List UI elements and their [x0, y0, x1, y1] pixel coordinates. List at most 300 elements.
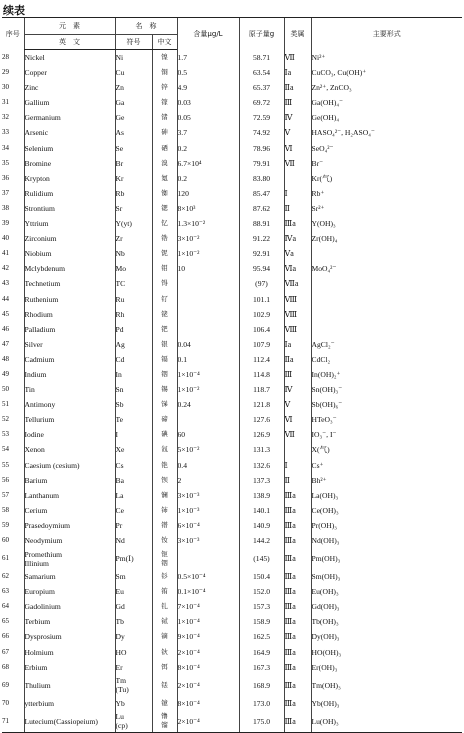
cell-english [24, 110, 115, 125]
cell-symbol [115, 216, 152, 231]
cell-atomic-mass-text: 72.59 [252, 113, 271, 123]
cell-class-text: Ⅲ [284, 369, 293, 379]
cell-atomic-mass [239, 367, 284, 382]
cell-atomic-mass-text: 168.9 [252, 680, 271, 690]
cell-num [2, 533, 24, 548]
cell-main-form [311, 584, 462, 599]
cell-class [284, 292, 311, 307]
cell-english-text: Lutecium(Cassiopeium) [24, 716, 98, 726]
cell-num-text: 29 [2, 68, 9, 77]
cell-class [284, 125, 311, 140]
cell-english [24, 584, 115, 599]
cell-class [284, 337, 311, 352]
cell-english-text-2: Illinium [24, 558, 49, 568]
table-row [2, 397, 462, 412]
cell-class [284, 584, 311, 599]
cell-atomic-mass-text: 91.22 [252, 234, 271, 244]
cell-content [177, 367, 239, 382]
cell-class-text: Ⅲa [284, 662, 296, 672]
cell-chinese [152, 614, 177, 629]
cell-content [177, 412, 239, 427]
cell-num [2, 110, 24, 125]
cell-class [284, 548, 311, 569]
cell-atomic-mass [239, 261, 284, 276]
cell-main-form [311, 569, 462, 584]
cell-chinese [152, 488, 177, 503]
cell-content [177, 569, 239, 584]
header-main-form: 主要形式 [311, 18, 462, 50]
cell-chinese [152, 171, 177, 186]
cell-atomic-mass-text: 150.4 [252, 572, 271, 582]
cell-symbol-text-2: (Tu) [115, 685, 129, 695]
cell-class [284, 246, 311, 261]
cell-symbol-text: Pm(Ⅰ) [115, 554, 134, 564]
cell-symbol [115, 337, 152, 352]
cell-content-text: 2×10⁻⁴ [177, 647, 200, 657]
cell-symbol [115, 231, 152, 246]
cell-class-text: Ⅲa [284, 536, 296, 545]
cell-chinese-text: 铥 [161, 680, 168, 689]
cell-main-form-text: Br⁻ [311, 158, 324, 168]
cell-content [177, 337, 239, 352]
cell-class [284, 503, 311, 518]
cell-english-text: Europium [24, 587, 55, 597]
cell-chinese [152, 110, 177, 125]
cell-symbol-text: I [115, 430, 119, 440]
cell-chinese-text: 镱 [161, 698, 168, 707]
cell-english [24, 231, 115, 246]
cell-chinese-text: 镓 [161, 98, 168, 107]
cell-num [2, 503, 24, 518]
cell-main-form-text: Zn²⁺, ZnCO₃ [311, 83, 352, 93]
cell-num-text: 40 [2, 234, 9, 243]
cell-content [177, 186, 239, 201]
cell-atomic-mass [239, 246, 284, 261]
cell-num-text: 63 [2, 587, 9, 596]
cell-num-text: 34 [2, 143, 9, 152]
cell-content [177, 276, 239, 291]
cell-num [2, 80, 24, 95]
cell-symbol-text: Ag [115, 339, 125, 349]
cell-main-form [311, 171, 462, 186]
table-row [2, 660, 462, 675]
cell-num-text: 36 [2, 173, 9, 182]
cell-chinese-text: 铜 [161, 68, 168, 77]
cell-english-text: Krypton [24, 173, 50, 183]
cell-atomic-mass-text: 157.3 [252, 602, 271, 612]
header-num: 序号 [2, 18, 24, 50]
cell-chinese-text: 硒 [161, 143, 168, 152]
cell-main-form [311, 458, 462, 473]
cell-content-text: 2×10⁻⁴ [177, 716, 200, 726]
cell-atomic-mass [239, 503, 284, 518]
cell-chinese-text: 钼 [161, 264, 168, 273]
cell-chinese-text: 银 [161, 339, 168, 348]
cell-main-form [311, 352, 462, 367]
cell-class-text: Ⅰa [284, 339, 292, 349]
cell-atomic-mass [239, 518, 284, 533]
table-row [2, 488, 462, 503]
cell-class [284, 614, 311, 629]
cell-class-text: Ⅱa [284, 354, 294, 364]
cell-content-text: 5×10⁻² [177, 445, 200, 455]
cell-atomic-mass-text: 140.9 [252, 520, 271, 530]
cell-class-text: Ⅱ [284, 203, 290, 213]
header-element-group: 元 素 [24, 18, 115, 35]
header-symbol: 符号 [115, 35, 152, 50]
cell-atomic-mass-text: 131.3 [252, 445, 271, 455]
cell-symbol-text: Cu [115, 68, 125, 78]
cell-class [284, 80, 311, 95]
cell-symbol [115, 307, 152, 322]
table-row [2, 569, 462, 584]
cell-english [24, 352, 115, 367]
cell-symbol [115, 65, 152, 80]
cell-symbol-text: Tm [115, 676, 127, 686]
table-row [2, 458, 462, 473]
cell-num [2, 50, 24, 66]
cell-english-text: Dysprosium [24, 632, 62, 642]
cell-class [284, 412, 311, 427]
cell-chinese-text: 钇 [161, 219, 168, 228]
cell-english [24, 599, 115, 614]
cell-english-text: Gallium [24, 98, 50, 108]
cell-chinese-text: 铟 [161, 369, 168, 378]
table-row [2, 307, 462, 322]
cell-num-text: 37 [2, 188, 9, 197]
cell-atomic-mass-text: 162.5 [252, 632, 271, 642]
cell-content-text: 0.2 [177, 143, 187, 153]
cell-atomic-mass-text: 74.92 [252, 128, 271, 138]
cell-content-text: 0.4 [177, 460, 187, 470]
cell-num-text: 38 [2, 203, 9, 212]
cell-chinese [152, 292, 177, 307]
cell-num [2, 307, 24, 322]
cell-content-text: 8×10³ [177, 203, 196, 213]
cell-chinese-text: 钆 [161, 602, 168, 611]
cell-content [177, 518, 239, 533]
cell-main-form [311, 322, 462, 337]
cell-symbol-text: Zn [115, 83, 124, 93]
cell-chinese [152, 397, 177, 412]
cell-num [2, 488, 24, 503]
cell-symbol [115, 645, 152, 660]
cell-main-form-text: Bh²⁺ [311, 475, 327, 485]
cell-content-text: 0.1×10⁻⁴ [177, 587, 206, 597]
cell-chinese [152, 442, 177, 457]
cell-main-form-text: Lu(OH)₃ [311, 716, 339, 726]
cell-main-form-text: Yb(OH)₃ [311, 698, 340, 708]
cell-symbol-text: Rb [115, 188, 125, 198]
cell-atomic-mass-text: 144.2 [252, 536, 271, 545]
cell-chinese [152, 141, 177, 156]
cell-english [24, 518, 115, 533]
cell-num [2, 125, 24, 140]
cell-symbol-text: Ga [115, 98, 125, 108]
cell-num [2, 65, 24, 80]
cell-class-text: Ⅰ [284, 460, 288, 470]
cell-num-text: 45 [2, 309, 9, 318]
cell-english [24, 186, 115, 201]
cell-english [24, 442, 115, 457]
cell-num [2, 382, 24, 397]
cell-chinese-text: 氙 [161, 445, 168, 454]
cell-chinese-text: 锝 [161, 279, 168, 288]
cell-num [2, 156, 24, 171]
cell-main-form-text: HTeO₃⁻ [311, 415, 337, 425]
cell-class-text: Ⅲa [284, 632, 296, 642]
cell-chinese [152, 337, 177, 352]
cell-content [177, 216, 239, 231]
cell-num [2, 473, 24, 488]
cell-num-text: 58 [2, 505, 9, 514]
cell-atomic-mass [239, 473, 284, 488]
header-chinese: 中文 [152, 35, 177, 50]
cell-atomic-mass-text: 175.0 [252, 716, 271, 726]
cell-num [2, 412, 24, 427]
cell-chinese-text: 铕 [161, 587, 168, 596]
cell-class [284, 696, 311, 711]
cell-content [177, 65, 239, 80]
cell-symbol [115, 548, 152, 569]
cell-atomic-mass [239, 156, 284, 171]
cell-atomic-mass-text: 173.0 [252, 698, 271, 708]
cell-english-text: Gadolinium [24, 602, 61, 612]
cell-english-text: Bromine [24, 158, 52, 168]
cell-english [24, 473, 115, 488]
cell-main-form [311, 307, 462, 322]
cell-class [284, 276, 311, 291]
cell-content-text: 3×10⁻² [177, 234, 200, 244]
cell-symbol [115, 458, 152, 473]
cell-main-form-text: Dy(OH)₃ [311, 632, 340, 642]
cell-english [24, 246, 115, 261]
cell-class [284, 141, 311, 156]
cell-main-form-text: Gd(OH)₃ [311, 602, 340, 612]
cell-num [2, 660, 24, 675]
cell-num-text: 32 [2, 113, 9, 122]
cell-symbol-text: As [115, 128, 124, 138]
cell-chinese [152, 696, 177, 711]
cell-atomic-mass-text: 92.91 [252, 249, 271, 259]
cell-english-text: Germanium [24, 113, 61, 123]
table-row [2, 216, 462, 231]
cell-chinese-text: 镨 [161, 520, 168, 529]
cell-content-text: 2×10⁻⁴ [177, 680, 200, 690]
cell-class [284, 65, 311, 80]
cell-chinese-text-2: 镏 [161, 721, 168, 730]
cell-chinese [152, 95, 177, 110]
cell-content-text: 0.24 [177, 400, 191, 410]
cell-english-text: Strontium [24, 203, 55, 213]
cell-atomic-mass-text: 158.9 [252, 617, 271, 627]
cell-chinese [152, 518, 177, 533]
cell-atomic-mass [239, 599, 284, 614]
cell-atomic-mass-text: 102.9 [252, 309, 271, 319]
table-row [2, 201, 462, 216]
cell-symbol [115, 95, 152, 110]
cell-symbol-text: Br [115, 158, 124, 168]
cell-atomic-mass-text: 140.1 [252, 505, 271, 515]
cell-content [177, 548, 239, 569]
cell-main-form [311, 488, 462, 503]
cell-symbol [115, 382, 152, 397]
cell-content-text: 7×10⁻⁴ [177, 602, 200, 612]
cell-symbol-text: Ru [115, 294, 125, 304]
cell-main-form [311, 110, 462, 125]
cell-content-text: 1.3×10⁻² [177, 219, 206, 229]
cell-symbol [115, 412, 152, 427]
cell-main-form [311, 261, 462, 276]
cell-chinese [152, 125, 177, 140]
cell-atomic-mass [239, 231, 284, 246]
cell-num-text: 28 [2, 52, 9, 61]
cell-english-text: Silver [24, 339, 43, 349]
cell-content [177, 80, 239, 95]
cell-num-text: 48 [2, 354, 9, 363]
cell-class [284, 231, 311, 246]
cell-atomic-mass [239, 201, 284, 216]
cell-class [284, 442, 311, 457]
cell-symbol-text: Sb [115, 400, 124, 410]
cell-content-text: 0.05 [177, 113, 191, 123]
cell-atomic-mass [239, 629, 284, 644]
cell-atomic-mass [239, 216, 284, 231]
table-row [2, 645, 462, 660]
cell-symbol-text: Yb [115, 698, 125, 708]
cell-num [2, 186, 24, 201]
cell-atomic-mass [239, 675, 284, 696]
cell-class [284, 156, 311, 171]
table-row [2, 231, 462, 246]
cell-atomic-mass [239, 412, 284, 427]
cell-class-text: Ⅶ [284, 430, 295, 440]
table-row [2, 427, 462, 442]
cell-content [177, 110, 239, 125]
cell-english [24, 548, 115, 569]
table-row [2, 599, 462, 614]
cell-main-form-text: SeO₄²⁻ [311, 143, 334, 153]
cell-content [177, 696, 239, 711]
cell-symbol-text: Ce [115, 505, 124, 515]
table-row [2, 503, 462, 518]
cell-symbol-text: HO [115, 647, 127, 657]
cell-english-text: Selenium [24, 143, 54, 153]
cell-symbol [115, 599, 152, 614]
cell-chinese-text: 镧 [161, 490, 168, 499]
cell-main-form [311, 65, 462, 80]
cell-main-form [311, 412, 462, 427]
cell-content [177, 50, 239, 66]
cell-num [2, 614, 24, 629]
cell-atomic-mass [239, 569, 284, 584]
cell-num [2, 292, 24, 307]
cell-main-form [311, 660, 462, 675]
cell-english [24, 65, 115, 80]
cell-class-text: Ⅳ [284, 113, 293, 123]
cell-atomic-mass [239, 696, 284, 711]
cell-atomic-mass-text: 83.80 [252, 173, 271, 183]
cell-content-text: 1×10⁻⁴ [177, 617, 200, 627]
cell-atomic-mass-text: 87.62 [252, 203, 271, 213]
cell-num [2, 95, 24, 110]
cell-class [284, 629, 311, 644]
cell-main-form-text: AgCl₂⁻ [311, 339, 335, 349]
cell-chinese-text: 砷 [161, 128, 168, 137]
cell-english-text: Neodymium [24, 536, 63, 545]
cell-atomic-mass [239, 80, 284, 95]
cell-chinese [152, 412, 177, 427]
header-class: 类属 [284, 18, 311, 50]
cell-chinese [152, 80, 177, 95]
cell-main-form [311, 614, 462, 629]
cell-num [2, 246, 24, 261]
cell-content [177, 201, 239, 216]
cell-english-text: Mclybdenum [24, 264, 65, 274]
cell-content [177, 458, 239, 473]
cell-class [284, 645, 311, 660]
cell-chinese-text: 钐 [161, 572, 168, 581]
cell-atomic-mass [239, 337, 284, 352]
cell-main-form-text: CdCl₂ [311, 354, 331, 364]
cell-main-form [311, 50, 462, 66]
table-row [2, 696, 462, 711]
cell-num-text: 70 [2, 698, 9, 707]
cell-class-text: Ⅳa [284, 234, 297, 244]
cell-num-text: 62 [2, 572, 9, 581]
cell-num [2, 675, 24, 696]
cell-symbol [115, 156, 152, 171]
cell-class-text: Ⅱa [284, 83, 294, 93]
cell-content-text: 0.1 [177, 354, 187, 364]
cell-symbol [115, 660, 152, 675]
cell-main-form-text: Sm(OH)₃ [311, 572, 341, 582]
cell-content-text: 0.04 [177, 339, 191, 349]
cell-content [177, 246, 239, 261]
cell-chinese-text: 溴 [161, 158, 168, 167]
cell-num [2, 216, 24, 231]
cell-num [2, 599, 24, 614]
cell-english [24, 125, 115, 140]
cell-symbol [115, 125, 152, 140]
cell-class [284, 216, 311, 231]
cell-content [177, 322, 239, 337]
cell-num [2, 276, 24, 291]
cell-chinese [152, 231, 177, 246]
cell-chinese [152, 645, 177, 660]
cell-english [24, 503, 115, 518]
cell-main-form [311, 337, 462, 352]
cell-class-text: Ⅷ [284, 324, 298, 334]
cell-atomic-mass-text: 101.1 [252, 294, 271, 304]
cell-main-form-text: Zr(OH)₄ [311, 234, 338, 244]
cell-num [2, 261, 24, 276]
cell-class [284, 675, 311, 696]
cell-class-text: Ⅳ [284, 385, 293, 395]
cell-chinese [152, 307, 177, 322]
cell-chinese-text: 碘 [161, 430, 168, 439]
cell-class [284, 367, 311, 382]
cell-symbol [115, 141, 152, 156]
cell-symbol [115, 397, 152, 412]
cell-atomic-mass-text: 167.3 [252, 662, 271, 672]
cell-english [24, 660, 115, 675]
cell-class [284, 382, 311, 397]
cell-chinese [152, 458, 177, 473]
cell-num [2, 569, 24, 584]
cell-symbol-text: Ni [115, 53, 124, 62]
cell-chinese-text: 钷 [161, 549, 168, 558]
